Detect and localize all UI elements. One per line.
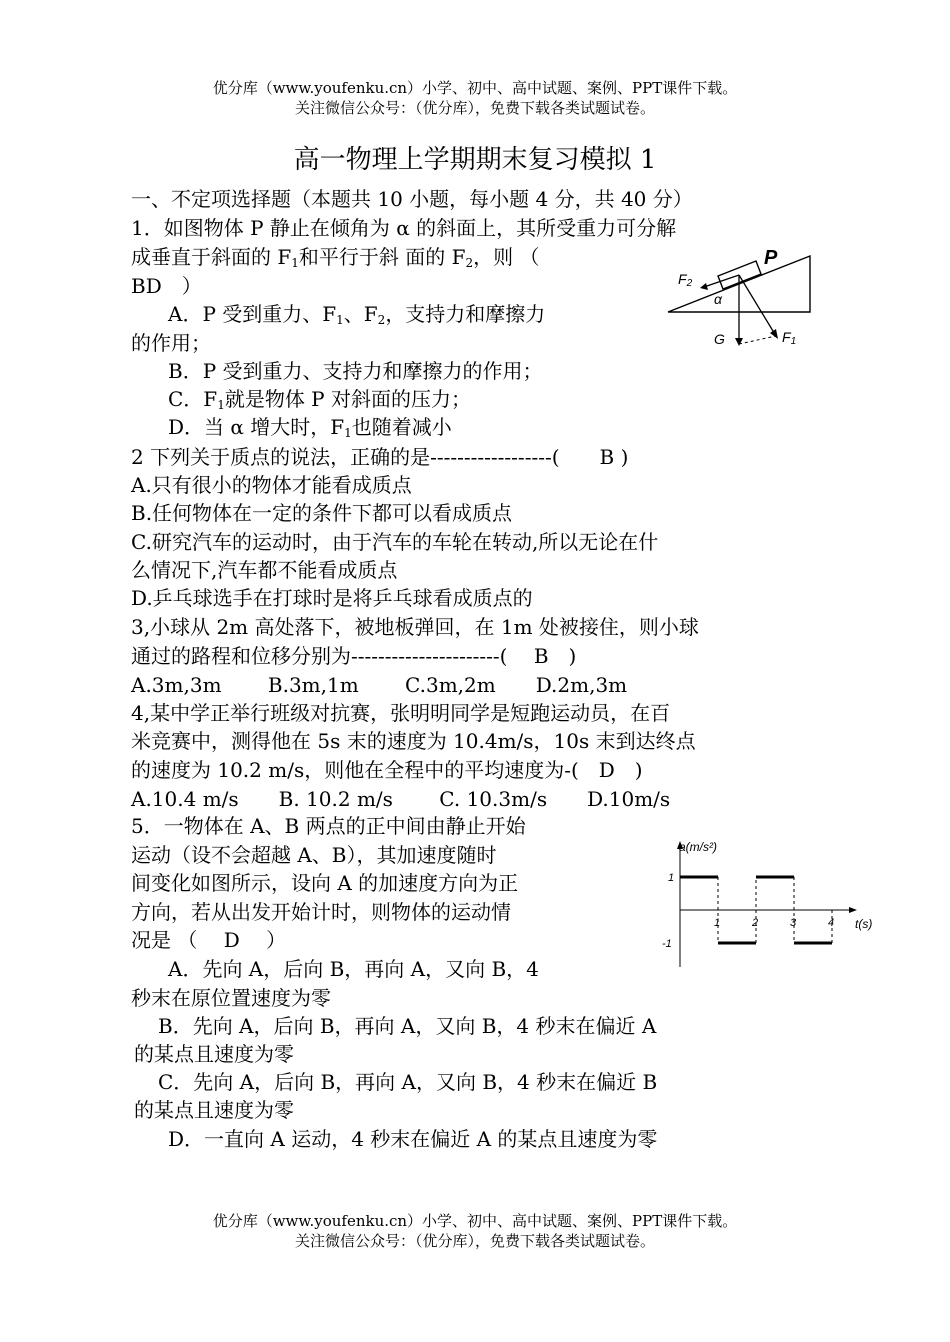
x-tick-label: 3 (790, 917, 797, 929)
sub-2: 2 (377, 313, 386, 327)
q5-option-a-cont: 秒末在原位置速度为零 (131, 986, 331, 1010)
q4-stem-1: 4,某中学正举行班级对抗赛，张明明同学是短跑运动员，在百 (131, 701, 671, 725)
header-line-1: 优分库（www.youfenku.cn）小学、初中、高中试题、案例、PPT课件下载。 (212, 79, 738, 97)
q5-option-d: D．一直向 A 运动，4 秒末在偏近 A 的某点且速度为零 (168, 1127, 658, 1151)
q1-stem-2a: 成垂直于斜面的 F (131, 245, 292, 269)
q5-option-c-cont: 的某点且速度为零 (134, 1098, 294, 1122)
q2-option-a: A.只有很小的物体才能看成质点 (131, 473, 412, 497)
q1-d-part1: D．当 α 增大时，F (168, 415, 345, 439)
q2-option-b: B.任何物体在一定的条件下都可以看成质点 (131, 501, 513, 525)
q4-options: A.10.4 m/s B. 10.2 m/s C. 10.3m/s D.10m/s (131, 787, 671, 811)
incline-figure (660, 240, 820, 352)
header-line-2: 关注微信公众号：（优分库），免费下载各类试题试卷。 (294, 99, 655, 117)
q1-a-part2: 、F (343, 302, 378, 326)
f2-arrowhead (700, 283, 708, 290)
q5-option-b-cont: 的某点且速度为零 (134, 1042, 294, 1066)
label-f2: F2 (678, 271, 693, 289)
label-p: P (764, 247, 778, 269)
sub-1: 1 (344, 426, 352, 440)
x-tick-label: 2 (752, 917, 759, 929)
q1-c-part1: C．F (168, 387, 218, 411)
label-g: G (714, 331, 725, 347)
x-tick-label: 1 (714, 917, 721, 929)
q4-stem-3: 的速度为 10.2 m/s，则他在全程中的平均速度为-( D ) (131, 758, 643, 782)
page-title: 高一物理上学期期末复习模拟 1 (293, 145, 657, 175)
gravity-arrowhead (735, 338, 743, 346)
q1-stem-2 (131, 243, 539, 271)
q3-stem-2: 通过的路程和位移分别为----------------------( B ) (131, 644, 577, 668)
q2-stem: 2 下列关于质点的说法，正确的是------------------( B ) (131, 445, 629, 469)
sub-1: 1 (336, 313, 344, 327)
q1-d-part2: 也随着减小 (351, 415, 452, 439)
q5-option-a: A．先向 A，后向 B，再向 A，又向 B，4 (168, 957, 539, 981)
sub-2: 2 (465, 256, 474, 270)
label-alpha: α (714, 291, 722, 307)
q5-stem-3: 间变化如图所示，设向 A 的加速度方向为正 (131, 871, 519, 895)
q1-option-b: B．P 受到重力、支持力和摩擦力的作用； (168, 359, 543, 383)
q2-option-c: C.研究汽车的运动时，由于汽车的车轮在转动,所以无论在什 (131, 530, 659, 554)
q1-stem-2b: 和平行于斜 面的 F (298, 245, 466, 269)
sub-1: 1 (217, 398, 225, 412)
dashed-line (739, 336, 776, 344)
q5-stem-2: 运动（设不会超越 A、B），其加速度随时 (131, 843, 497, 867)
section-note: （本题共 10 小题，每小题 4 分，共 40 分） (291, 187, 693, 211)
x-tick-label: 4 (828, 917, 835, 929)
acceleration-chart (655, 835, 880, 970)
f1-arrow (739, 275, 776, 336)
q5-stem-1: 5．一物体在 A、B 两点的正中间由静止开始 (131, 814, 526, 838)
q5-option-b: B．先向 A，后向 B，再向 A，又向 B，4 秒末在偏近 A (158, 1014, 657, 1038)
footer-line-2: 关注微信公众号：（优分库），免费下载各类试题试卷。 (294, 1232, 655, 1250)
x-axis-label: t(s) (855, 917, 873, 931)
footer-line-1: 优分库（www.youfenku.cn）小学、初中、高中试题、案例、PPT课件下载。 (212, 1212, 738, 1230)
q1-stem-2c: ，则 （ (473, 245, 540, 269)
x-axis-arrow (849, 907, 857, 913)
q5-option-c: C．先向 A，后向 B，再向 A，又向 B，4 秒末在偏近 B (158, 1070, 658, 1094)
q1-a-part3: ，支持力和摩擦力 (385, 302, 546, 326)
q5-stem-5: 况是 （ D ） (131, 928, 287, 952)
q2-option-d: D.乒乓球选手在打球时是将乒乓球看成质点的 (131, 586, 533, 610)
y-tick-label: -1 (662, 938, 672, 950)
q1-option-a (168, 300, 545, 328)
q1-c-part2: 就是物体 P 对斜面的压力； (224, 387, 471, 411)
q3-stem-1: 3,小球从 2m 高处落下，被地板弹回，在 1m 处被接住，则小球 (131, 615, 699, 639)
q1-option-d (168, 413, 452, 441)
q1-option-c (168, 385, 471, 413)
q2-option-c-cont: 么情况下,汽车都不能看成质点 (131, 558, 398, 582)
q4-stem-2: 米竞赛中，测得他在 5s 末的速度为 10.4m/s，10s 末到达终点 (131, 729, 696, 753)
q1-a-part1: A．P 受到重力、F (168, 302, 337, 326)
q3-options: A.3m,3m B.3m,1m C.3m,2m D.2m,3m (131, 673, 628, 697)
section-heading (131, 185, 693, 213)
sub-1: 1 (291, 256, 299, 270)
section-label: 一、不定项选择题 (131, 187, 291, 211)
q1-stem-1: 1．如图物体 P 静止在倾角为 α 的斜面上，其所受重力可分解 (131, 216, 677, 240)
q5-stem-4: 方向，若从出发开始计时，则物体的运动情 (131, 900, 511, 924)
q1-option-a-cont: 的作用； (131, 331, 211, 355)
y-tick-label: 1 (668, 872, 675, 884)
q1-answer: BD ） (131, 274, 202, 298)
label-f1: F1 (782, 329, 797, 347)
y-axis-label: a(m/s²) (679, 840, 717, 854)
